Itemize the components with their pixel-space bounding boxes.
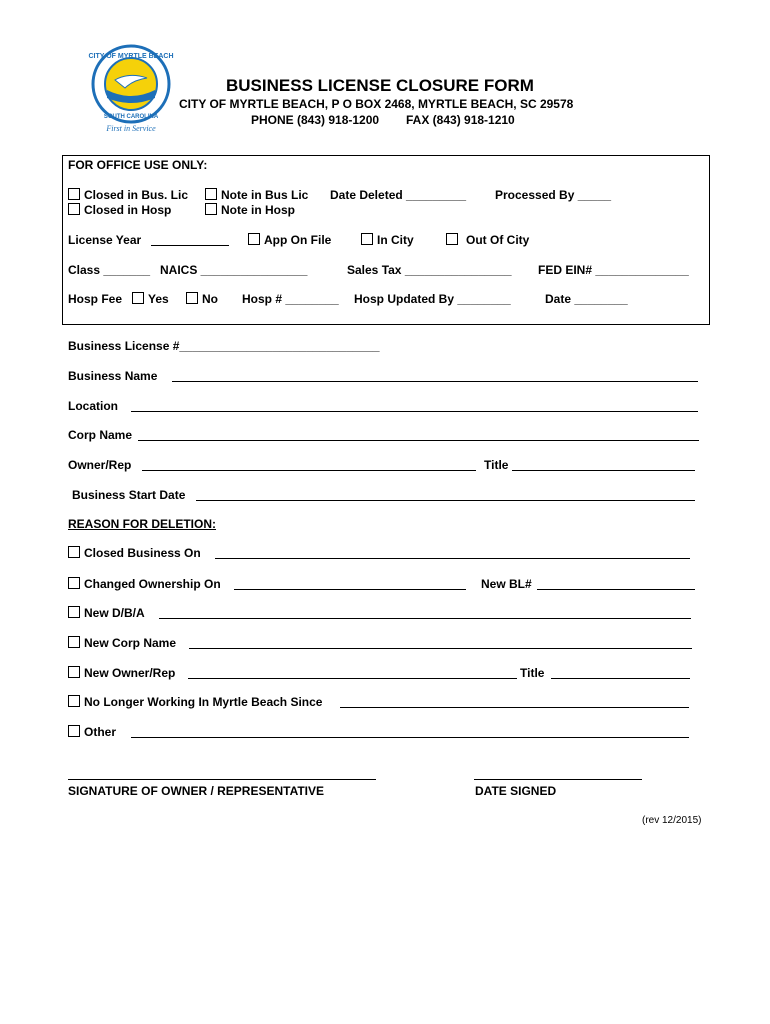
out-of-city-label: Out Of City — [466, 233, 530, 247]
note-in-bus-lic-label: Note in Bus Lic — [221, 188, 309, 202]
checkbox[interactable] — [205, 188, 217, 200]
note-in-hosp-option[interactable] — [205, 203, 295, 217]
changed-ownership-option[interactable] — [68, 577, 221, 591]
business-name-input-line[interactable] — [172, 381, 698, 382]
city-seal-logo — [85, 42, 175, 134]
hosp-number-field[interactable]: Hosp # ________ — [242, 292, 339, 306]
business-name-label: Business Name — [68, 369, 158, 383]
in-city-label: In City — [377, 233, 414, 247]
checkbox[interactable] — [68, 695, 80, 707]
phone-number: PHONE (843) 918-1200 — [251, 113, 380, 127]
new-dba-option[interactable] — [68, 606, 145, 620]
city-address: CITY OF MYRTLE BEACH, P O BOX 2468, MYRTLE BEACH, SC 29578 — [179, 97, 574, 111]
signature-label: SIGNATURE OF OWNER / REPRESENTATIVE — [68, 784, 325, 798]
new-bl-input-line[interactable] — [537, 589, 695, 590]
form-title: BUSINESS LICENSE CLOSURE FORM — [226, 76, 534, 95]
new-corp-name-label: New Corp Name — [84, 636, 177, 650]
fax-number: FAX (843) 918-1210 — [406, 113, 515, 127]
svg-text:SOUTH CAROLINA: SOUTH CAROLINA — [103, 114, 159, 120]
checkbox[interactable] — [68, 577, 80, 589]
checkbox[interactable] — [68, 666, 80, 678]
app-on-file-option[interactable] — [248, 233, 331, 247]
new-owner-title-label: Title — [520, 666, 545, 680]
svg-text:CITY OF MYRTLE BEACH: CITY OF MYRTLE BEACH — [88, 53, 174, 60]
closed-in-bus-lic-label: Closed in Bus. Lic — [84, 188, 189, 202]
license-year-label: License Year — [68, 233, 142, 247]
closed-business-input-line[interactable] — [215, 558, 690, 559]
location-label: Location — [68, 399, 118, 413]
owner-rep-input-line[interactable] — [142, 470, 476, 471]
no-label: No — [202, 292, 218, 306]
no-longer-working-label: No Longer Working In Myrtle Beach Since — [84, 695, 323, 709]
naics-field[interactable]: NAICS ________________ — [160, 263, 308, 277]
business-license-number-field[interactable]: Business License #______________________________ — [68, 339, 380, 353]
in-city-option[interactable] — [361, 233, 414, 247]
fed-ein-field[interactable]: FED EIN# ______________ — [538, 263, 689, 277]
app-on-file-label: App On File — [264, 233, 332, 247]
new-owner-title-input-line[interactable] — [551, 678, 690, 679]
new-dba-input-line[interactable] — [159, 618, 691, 619]
sales-tax-field[interactable]: Sales Tax ________________ — [347, 263, 512, 277]
note-in-bus-lic-option[interactable] — [205, 188, 308, 202]
business-start-date-input-line[interactable] — [196, 500, 695, 501]
checkbox[interactable] — [68, 203, 80, 215]
checkbox[interactable] — [248, 233, 260, 245]
processed-by-field[interactable]: Processed By _____ — [495, 188, 612, 202]
changed-ownership-label: Changed Ownership On — [84, 577, 221, 591]
checkbox[interactable] — [205, 203, 217, 215]
closed-business-option[interactable] — [68, 546, 201, 560]
corp-name-label: Corp Name — [68, 428, 133, 442]
owner-rep-label: Owner/Rep — [68, 458, 132, 472]
checkbox[interactable] — [361, 233, 373, 245]
new-bl-label: New BL# — [481, 577, 532, 591]
date-signed-label: DATE SIGNED — [475, 784, 557, 798]
out-of-city-option[interactable] — [446, 233, 529, 247]
checkbox[interactable] — [68, 606, 80, 618]
hosp-updated-by-field[interactable]: Hosp Updated By ________ — [354, 292, 511, 306]
new-dba-label: New D/B/A — [84, 606, 145, 620]
date-deleted-field[interactable]: Date Deleted _________ — [330, 188, 467, 202]
checkbox[interactable] — [68, 725, 80, 737]
business-start-date-label: Business Start Date — [72, 488, 186, 502]
hosp-fee-no-option[interactable] — [186, 292, 218, 306]
note-in-hosp-label: Note in Hosp — [221, 203, 295, 217]
other-input-line[interactable] — [131, 737, 689, 738]
office-use-heading: FOR OFFICE USE ONLY: — [68, 158, 208, 172]
corp-name-input-line[interactable] — [138, 440, 699, 441]
other-label: Other — [84, 725, 117, 739]
date-signed-input-line[interactable] — [474, 779, 642, 780]
new-owner-rep-input-line[interactable] — [188, 678, 517, 679]
yes-label: Yes — [148, 292, 169, 306]
new-owner-rep-option[interactable] — [68, 666, 175, 680]
closed-in-hosp-option[interactable] — [68, 203, 171, 217]
revision-note: (rev 12/2015) — [642, 815, 702, 826]
checkbox[interactable] — [68, 188, 80, 200]
hosp-fee-label: Hosp Fee — [68, 292, 123, 306]
new-corp-name-option[interactable] — [68, 636, 176, 650]
other-option[interactable] — [68, 725, 116, 739]
owner-title-input-line[interactable] — [512, 470, 695, 471]
location-input-line[interactable] — [131, 411, 698, 412]
no-longer-working-input-line[interactable] — [340, 707, 689, 708]
hosp-fee-yes-option[interactable] — [132, 292, 169, 306]
office-date-field[interactable]: Date ________ — [545, 292, 628, 306]
svg-text:First in Service: First in Service — [106, 124, 156, 133]
license-year-input-line[interactable] — [151, 245, 229, 246]
changed-ownership-input-line[interactable] — [234, 589, 466, 590]
checkbox[interactable] — [186, 292, 198, 304]
checkbox[interactable] — [132, 292, 144, 304]
new-owner-rep-label: New Owner/Rep — [84, 666, 176, 680]
checkbox[interactable] — [446, 233, 458, 245]
closed-in-bus-lic-option[interactable] — [68, 188, 188, 202]
checkbox[interactable] — [68, 636, 80, 648]
new-corp-name-input-line[interactable] — [189, 648, 692, 649]
checkbox[interactable] — [68, 546, 80, 558]
closed-business-label: Closed Business On — [84, 546, 201, 560]
reason-for-deletion-heading: REASON FOR DELETION: — [68, 517, 217, 531]
signature-input-line[interactable] — [68, 779, 376, 780]
owner-title-label: Title — [484, 458, 509, 472]
class-field[interactable]: Class _______ — [68, 263, 151, 277]
no-longer-working-option[interactable] — [68, 695, 322, 709]
closed-in-hosp-label: Closed in Hosp — [84, 203, 172, 217]
